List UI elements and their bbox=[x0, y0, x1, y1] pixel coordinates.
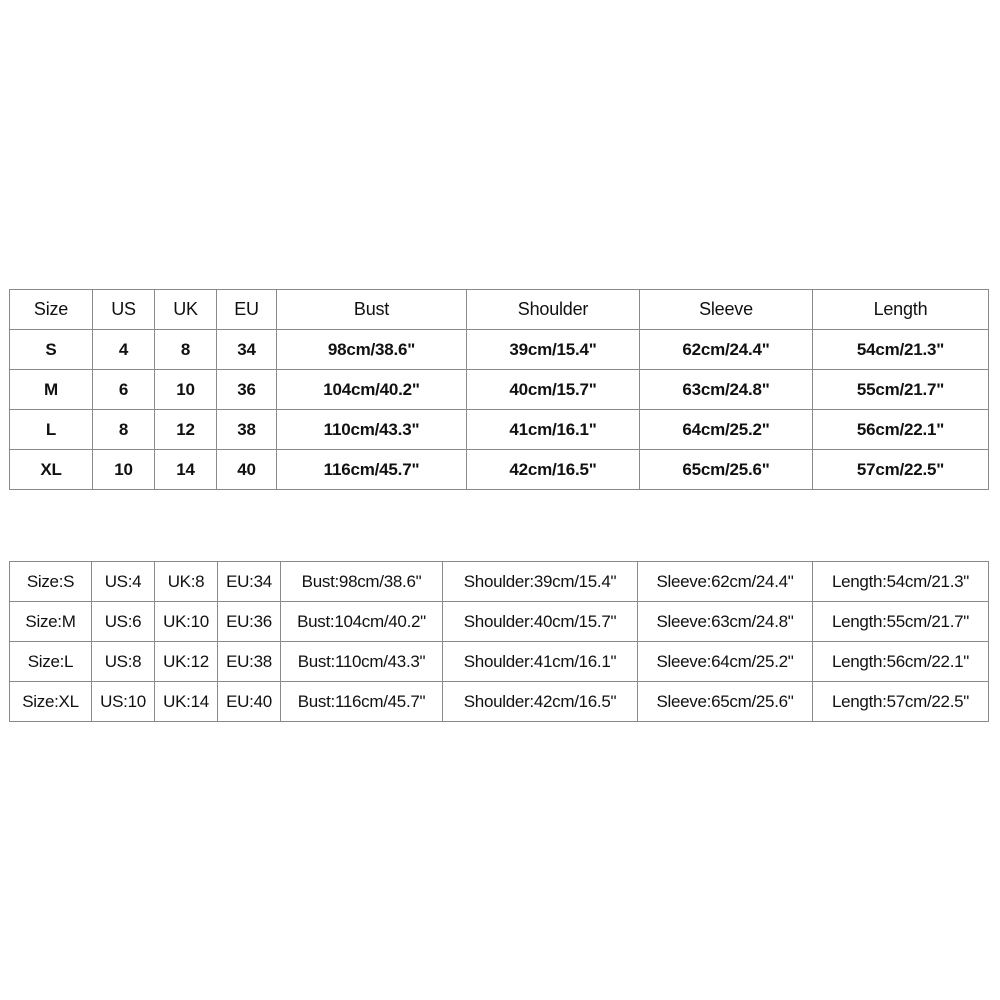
header-eu: EU bbox=[217, 290, 277, 330]
header-uk: UK bbox=[155, 290, 217, 330]
table-row bbox=[10, 450, 989, 490]
cell-length: 54cm/21.3" bbox=[813, 330, 989, 370]
cell-eu: EU:40 bbox=[218, 682, 281, 722]
cell-bust: 110cm/43.3" bbox=[277, 410, 467, 450]
cell-shoulder: Shoulder:42cm/16.5" bbox=[443, 682, 638, 722]
header-length: Length bbox=[813, 290, 989, 330]
header-shoulder: Shoulder bbox=[467, 290, 640, 330]
cell-size: XL bbox=[10, 450, 93, 490]
cell-bust: 98cm/38.6" bbox=[277, 330, 467, 370]
cell-uk: 14 bbox=[155, 450, 217, 490]
cell-us: US:8 bbox=[92, 642, 155, 682]
table-row bbox=[10, 370, 989, 410]
cell-eu: 34 bbox=[217, 330, 277, 370]
cell-shoulder: Shoulder:40cm/15.7" bbox=[443, 602, 638, 642]
cell-sleeve: Sleeve:65cm/25.6" bbox=[638, 682, 813, 722]
table-row bbox=[10, 642, 989, 682]
cell-size: Size:L bbox=[10, 642, 92, 682]
cell-length: 57cm/22.5" bbox=[813, 450, 989, 490]
cell-us: US:6 bbox=[92, 602, 155, 642]
cell-uk: UK:14 bbox=[155, 682, 218, 722]
cell-uk: 12 bbox=[155, 410, 217, 450]
cell-sleeve: 62cm/24.4" bbox=[640, 330, 813, 370]
table-row bbox=[10, 602, 989, 642]
cell-eu: EU:36 bbox=[218, 602, 281, 642]
cell-uk: UK:12 bbox=[155, 642, 218, 682]
cell-size: Size:S bbox=[10, 562, 92, 602]
cell-length: Length:55cm/21.7" bbox=[813, 602, 989, 642]
header-bust: Bust bbox=[277, 290, 467, 330]
cell-us: 6 bbox=[93, 370, 155, 410]
cell-us: 8 bbox=[93, 410, 155, 450]
cell-sleeve: 63cm/24.8" bbox=[640, 370, 813, 410]
cell-eu: 40 bbox=[217, 450, 277, 490]
cell-size: L bbox=[10, 410, 93, 450]
cell-sleeve: Sleeve:64cm/25.2" bbox=[638, 642, 813, 682]
cell-uk: 8 bbox=[155, 330, 217, 370]
cell-eu: 38 bbox=[217, 410, 277, 450]
table-row bbox=[10, 682, 989, 722]
table-row bbox=[10, 562, 989, 602]
table-row bbox=[10, 330, 989, 370]
cell-uk: 10 bbox=[155, 370, 217, 410]
cell-uk: UK:10 bbox=[155, 602, 218, 642]
cell-eu: 36 bbox=[217, 370, 277, 410]
cell-bust: Bust:116cm/45.7" bbox=[281, 682, 443, 722]
cell-shoulder: Shoulder:39cm/15.4" bbox=[443, 562, 638, 602]
cell-bust: Bust:98cm/38.6" bbox=[281, 562, 443, 602]
table-row bbox=[10, 410, 989, 450]
cell-sleeve: 65cm/25.6" bbox=[640, 450, 813, 490]
cell-eu: EU:34 bbox=[218, 562, 281, 602]
cell-us: 4 bbox=[93, 330, 155, 370]
cell-length: Length:54cm/21.3" bbox=[813, 562, 989, 602]
cell-shoulder: 40cm/15.7" bbox=[467, 370, 640, 410]
cell-size: Size:M bbox=[10, 602, 92, 642]
cell-shoulder: 39cm/15.4" bbox=[467, 330, 640, 370]
size-list-table bbox=[9, 561, 989, 722]
header-size: Size bbox=[10, 290, 93, 330]
cell-sleeve: Sleeve:63cm/24.8" bbox=[638, 602, 813, 642]
cell-bust: Bust:104cm/40.2" bbox=[281, 602, 443, 642]
cell-length: Length:56cm/22.1" bbox=[813, 642, 989, 682]
cell-eu: EU:38 bbox=[218, 642, 281, 682]
cell-sleeve: Sleeve:62cm/24.4" bbox=[638, 562, 813, 602]
cell-size: Size:XL bbox=[10, 682, 92, 722]
size-chart-table bbox=[9, 289, 989, 490]
cell-us: 10 bbox=[93, 450, 155, 490]
cell-shoulder: 42cm/16.5" bbox=[467, 450, 640, 490]
cell-bust: Bust:110cm/43.3" bbox=[281, 642, 443, 682]
cell-length: 56cm/22.1" bbox=[813, 410, 989, 450]
cell-bust: 116cm/45.7" bbox=[277, 450, 467, 490]
header-sleeve: Sleeve bbox=[640, 290, 813, 330]
cell-shoulder: 41cm/16.1" bbox=[467, 410, 640, 450]
table-header-row bbox=[10, 290, 989, 330]
cell-sleeve: 64cm/25.2" bbox=[640, 410, 813, 450]
cell-us: US:10 bbox=[92, 682, 155, 722]
cell-size: S bbox=[10, 330, 93, 370]
header-us: US bbox=[93, 290, 155, 330]
cell-length: Length:57cm/22.5" bbox=[813, 682, 989, 722]
cell-us: US:4 bbox=[92, 562, 155, 602]
cell-length: 55cm/21.7" bbox=[813, 370, 989, 410]
cell-size: M bbox=[10, 370, 93, 410]
cell-shoulder: Shoulder:41cm/16.1" bbox=[443, 642, 638, 682]
cell-bust: 104cm/40.2" bbox=[277, 370, 467, 410]
cell-uk: UK:8 bbox=[155, 562, 218, 602]
